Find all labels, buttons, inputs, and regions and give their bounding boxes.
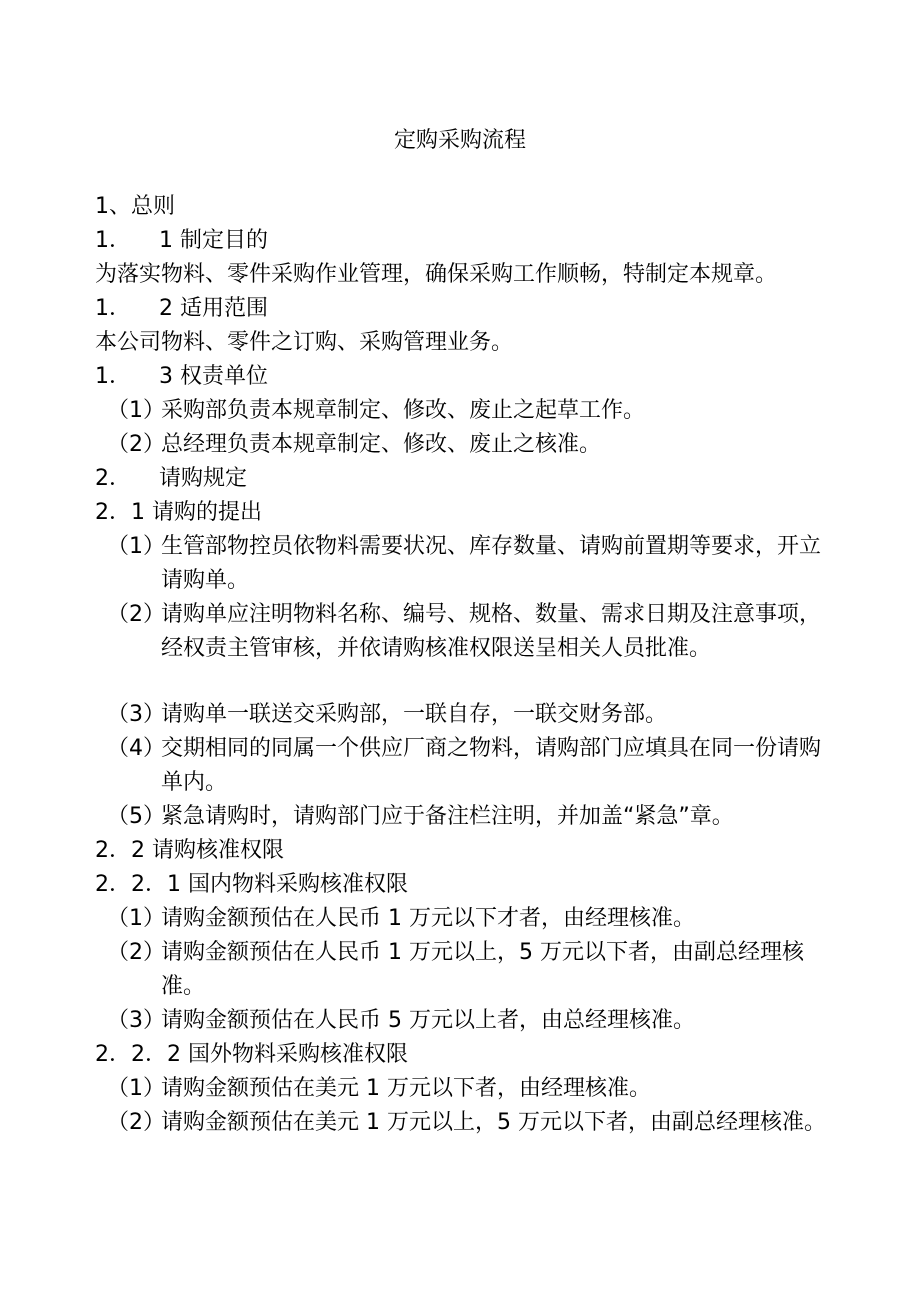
list-item xyxy=(95,698,835,732)
list-item-number: （3） xyxy=(107,1008,165,1033)
document-body xyxy=(95,190,835,1140)
section-heading: 2．2．2 国外物料采购核准权限 xyxy=(95,1042,408,1067)
list-item-number: （1） xyxy=(107,906,165,931)
paragraph: 为落实物料、零件采购作业管理，确保采购工作顺畅，特制定本规章。 xyxy=(95,262,778,287)
list-item-number: （2） xyxy=(107,940,165,965)
list-item xyxy=(95,428,835,462)
list-item-text: 请购金额预估在美元 1 万元以上，5 万元以下者，由副总经理核准。 xyxy=(161,1110,826,1135)
paragraph: 本公司物料、零件之订购、采购管理业务。 xyxy=(95,330,514,355)
list-item xyxy=(95,902,835,936)
document-title: 定购采购流程 xyxy=(393,128,526,153)
section-heading: 1． 3 权责单位 xyxy=(95,364,268,389)
list-item-number: （2） xyxy=(107,1110,165,1135)
list-item-number: （2） xyxy=(107,432,165,457)
list-item-text: 总经理负责本规章制定、修改、废止之核准。 xyxy=(161,432,602,457)
list-item-number: （1） xyxy=(107,534,165,559)
list-item-text: 请购金额预估在人民币 1 万元以上，5 万元以下者，由副总经理核准。 xyxy=(161,940,804,999)
list-item xyxy=(95,1106,835,1140)
list-item-number: （4） xyxy=(107,736,165,761)
list-item-text: 交期相同的同属一个供应厂商之物料，请购部门应填具在同一份请购单内。 xyxy=(161,736,822,795)
list-item xyxy=(95,394,835,428)
list-item xyxy=(95,936,835,1004)
list-item-number: （1） xyxy=(107,398,165,423)
list-item-number: （1） xyxy=(107,1076,165,1101)
list-item xyxy=(95,1072,835,1106)
section-heading: 2． 请购规定 xyxy=(95,466,247,491)
list-item-text: 生管部物控员依物料需要状况、库存数量、请购前置期等要求，开立请购单。 xyxy=(161,534,822,593)
section-heading: 1． 1 制定目的 xyxy=(95,228,268,253)
section-heading: 2．1 请购的提出 xyxy=(95,500,262,525)
list-item-text: 请购金额预估在人民币 5 万元以上者，由总经理核准。 xyxy=(161,1008,695,1033)
section-heading: 1、总则 xyxy=(95,194,175,219)
list-item-number: （5） xyxy=(107,804,165,829)
list-item xyxy=(95,530,835,598)
list-item-text: 采购部负责本规章制定、修改、废止之起草工作。 xyxy=(161,398,646,423)
section-heading: 1． 2 适用范围 xyxy=(95,296,268,321)
list-item-text: 请购金额预估在美元 1 万元以下者，由经理核准。 xyxy=(161,1076,651,1101)
section-heading: 2．2 请购核准权限 xyxy=(95,838,284,863)
section-heading: 2．2．1 国内物料采购核准权限 xyxy=(95,872,408,897)
list-item xyxy=(95,732,835,800)
list-item-number: （2） xyxy=(107,602,165,627)
list-item-number: （3） xyxy=(107,702,165,727)
spacer xyxy=(95,666,835,698)
list-item xyxy=(95,800,835,834)
list-item xyxy=(95,598,835,666)
list-item-text: 请购单一联送交采购部，一联自存，一联交财务部。 xyxy=(161,702,668,727)
list-item-text: 紧急请购时，请购部门应于备注栏注明，并加盖“紧急”章。 xyxy=(161,804,734,829)
list-item-text: 请购单应注明物料名称、编号、规格、数量、需求日期及注意事项，经权责主管审核，并依请购核准权限送呈相关人员批准。 xyxy=(161,602,822,661)
list-item xyxy=(95,1004,835,1038)
list-item-text: 请购金额预估在人民币 1 万元以下才者，由经理核准。 xyxy=(161,906,695,931)
